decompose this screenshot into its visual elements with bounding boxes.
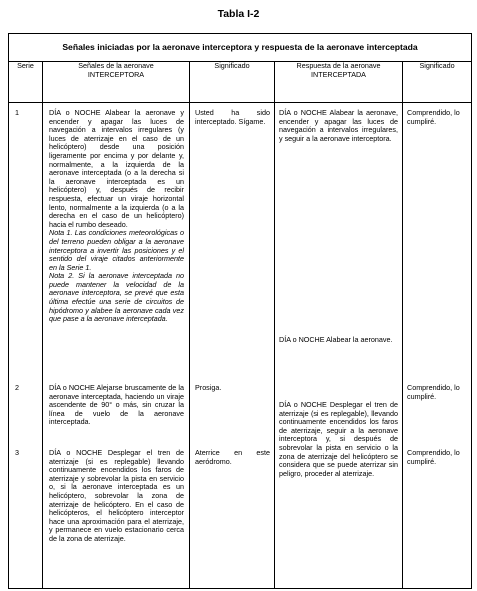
header-signals-line1: Señales de la aeronave — [78, 61, 154, 70]
serie-1: 1 — [15, 108, 19, 117]
header-signals — [43, 62, 190, 103]
signal-3: DÍA o NOCHE Desplegar el tren de aterrizaje (si es replegable) llevando continuamente encendidos los faros de aterrizaje y sobrevolar la pista en servicio o, si la aeronave interceptada es un helicóptero, sobrevolar la zona de aterrizaje de helicóptero. En el caso de helicópteros, el helicóptero interceptor hace una aproximación para el aterrizaje, y permanece en vuelo estacionario cerca de la zona de aterrizaje. — [49, 448, 184, 543]
table-title: Tabla I-2 — [217, 8, 260, 20]
col-signals — [43, 103, 190, 589]
serie-2: 2 — [15, 383, 19, 392]
response-2: DÍA o NOCHE Desplegar el tren de aterrizaje (si es replegable), llevando continuamente encendidos los faros de aterrizaje, seguir a la aeronave interceptora y, si después de sobrevolar la pista en servicio o la zona de aterrizaje del helicóptero se considera que se puede aterrizar sin peligro, proceder al aterrizaje. — [279, 400, 398, 478]
signal-2: DÍA o NOCHE Alejarse bruscamente de la aeronave interceptada, haciendo un viraje ascendente de 90° o más, sin cruzar la línea de vuelo de la aeronave interceptada. — [49, 383, 184, 427]
header-response-line2: INTERCEPTADA — [311, 69, 366, 79]
meaning2-1: Comprendido, lo cumpliré. — [407, 108, 460, 126]
table-body — [9, 103, 472, 589]
header-signals-line2: INTERCEPTORA — [87, 69, 145, 79]
header-row — [9, 62, 472, 103]
col-response — [275, 103, 403, 589]
meaning-1: Usted ha sido interceptado. Sígame. — [195, 108, 270, 126]
table-caption: Señales iniciadas por la aeronave interceptora y respuesta de la aeronave interceptada — [9, 34, 472, 62]
header-response — [275, 62, 403, 103]
header-response-line1: Respuesta de la aeronave — [296, 61, 381, 70]
col-serie — [9, 103, 43, 589]
col-meaning2 — [403, 103, 472, 589]
meaning-3: Aterrice en este aeródromo. — [195, 448, 270, 466]
meaning2-2: Comprendido, lo cumpliré. — [407, 383, 460, 401]
col-meaning — [190, 103, 275, 589]
interception-signals-table — [8, 33, 472, 589]
meaning-2: Prosiga. — [195, 383, 222, 392]
signal-1: DÍA o NOCHE Alabear la aeronave y encender y apagar las luces de navegación a intervalos irregulares (y luces de aterrizaje en el caso de un helicóptero) desde una posición ligeramente por encima y por delante y, normalmente, a la izquierda de la aeronave interceptada (o a la derecha si la aeronave interceptada es un helicóptero) y, después de recibir respuesta, efectuar un viraje horizontal lento, normalmente a la izquierda (o a la derecha en el caso de un helicóptero) hacia el rumbo deseado. — [49, 108, 184, 229]
response-1: DÍA o NOCHE Alabear la aeronave, encender y apagar las luces de navegación a intervalos irregulares, y seguir a la aeronave interceptora. — [279, 108, 398, 143]
header-meaning: Significado — [190, 62, 275, 103]
signal-1-note2: Nota 2. Si la aeronave interceptada no puede mantener la velocidad de la aeronave interceptora, se prevé que esta última efectúe una serie de circuitos de hipódromo y alabee la aeronave cada vez que pase a la aeronave interceptada. — [49, 271, 184, 324]
header-meaning2: Significado — [403, 62, 472, 103]
signal-1-note1: Nota 1. Las condiciones meteorológicas o del terreno pueden obligar a la aeronave interceptora a invertir las posiciones y el sentido del viraje citados anteriormente en la Serie 1. — [49, 228, 184, 272]
serie-3: 3 — [15, 448, 19, 457]
response-1b: DÍA o NOCHE Alabear la aeronave. — [279, 335, 393, 344]
meaning2-3: Comprendido, lo cumpliré. — [407, 448, 460, 466]
header-serie: Serie — [9, 62, 43, 103]
